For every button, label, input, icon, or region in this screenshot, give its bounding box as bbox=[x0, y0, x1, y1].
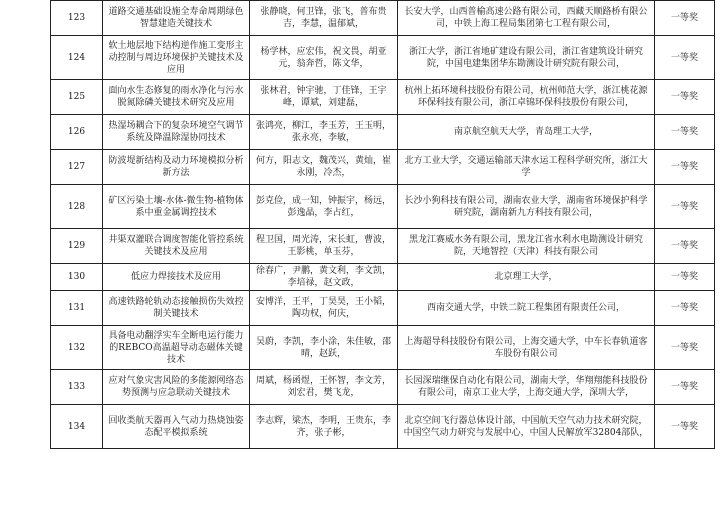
row-number: 130 bbox=[51, 264, 103, 291]
participants: 周斌，杨函煜，王怀智，李文芳，刘宏君，樊飞龙， bbox=[250, 370, 398, 405]
row-number: 128 bbox=[51, 185, 103, 229]
project-name: 矿区污染土壤-水体-微生物-植物体系中重金属调控技术 bbox=[103, 185, 250, 229]
organizations: 上海超导科技股份有限公司，上海交通大学，中车长春轨道客车股份有限公司 bbox=[398, 326, 655, 370]
row-number: 133 bbox=[51, 370, 103, 405]
award-level: 一等奖 bbox=[655, 185, 715, 229]
table-row bbox=[51, 80, 715, 115]
table-row bbox=[51, 264, 715, 291]
project-name: 软土地层地下结构逆作施工变形主动控制与周边环境保护关键技术及应用 bbox=[103, 36, 250, 80]
participants: 张静晓，何卫锋，张飞，普布贵吉，李慧，温郁斌， bbox=[250, 1, 398, 36]
organizations: 南京航空航天大学，青岛理工大学， bbox=[398, 115, 655, 150]
organizations: 北方工业大学，交通运输部天津水运工程科学研究所，浙江大学 bbox=[398, 150, 655, 185]
row-number: 129 bbox=[51, 229, 103, 264]
organizations: 北京空间飞行器总体设计部，中国航天空气动力技术研究院，中国空气动力研究与发展中心，中国人民解放军32804部队， bbox=[398, 405, 655, 449]
award-level: 一等奖 bbox=[655, 264, 715, 291]
table-row bbox=[51, 405, 715, 449]
organizations: 西南交通大学，中铁二院工程集团有限责任公司， bbox=[398, 291, 655, 326]
project-name: 应对气象灾害风险的多能源网络态势预测与应急联动关键技术 bbox=[103, 370, 250, 405]
project-name: 回收类航天器再入气动力热烧蚀姿态配平模拟系统 bbox=[103, 405, 250, 449]
organizations: 长沙小狗科技有限公司，湖南农业大学，湖南省环境保护科学研究院，湖南新九方科技有限公司， bbox=[398, 185, 655, 229]
project-name: 面向水生态修复的雨水净化与污水脱氮除磷关键技术研究及应用 bbox=[103, 80, 250, 115]
participants: 吴蔚，李凯，李小涂，朱佳敏，邵晴，赵跃， bbox=[250, 326, 398, 370]
award-level: 一等奖 bbox=[655, 291, 715, 326]
project-name: 道路交通基础设施全寿命周期绿色智慧建造关键技术 bbox=[103, 1, 250, 36]
participants: 张鸿亮，柳江，李玉芳，王玉明，张永亮，李敏， bbox=[250, 115, 398, 150]
table-row bbox=[51, 229, 715, 264]
participants: 程卫国，周光涛，宋长虹，曹波，王影桃，单玉芬， bbox=[250, 229, 398, 264]
organizations: 浙江大学，浙江省地矿建设有限公司，浙江省建筑设计研究院，中国电建集团华东勘测设计研究院有限公司， bbox=[398, 36, 655, 80]
table-row bbox=[51, 115, 715, 150]
table-row bbox=[51, 291, 715, 326]
organizations: 杭州上拓环境科技股份有限公司，杭州师范大学，浙江桃花源环保科技有限公司，浙江卓锦环保科技股份有限公司， bbox=[398, 80, 655, 115]
award-level: 一等奖 bbox=[655, 405, 715, 449]
table-row bbox=[51, 150, 715, 185]
participants: 安博洋，王平，丁昊昊，王小韬，陶功权，何庆， bbox=[250, 291, 398, 326]
project-name: 防波堤新结构及动力环境模拟分析新方法 bbox=[103, 150, 250, 185]
project-name: 热湿场耦合下的复杂环境空气调节系统及降温除湿协同技术 bbox=[103, 115, 250, 150]
table-row bbox=[51, 36, 715, 80]
table-row bbox=[51, 1, 715, 36]
row-number: 134 bbox=[51, 405, 103, 449]
award-table bbox=[50, 0, 715, 449]
organizations: 北京理工大学， bbox=[398, 264, 655, 291]
row-number: 126 bbox=[51, 115, 103, 150]
project-name: 低应力焊接技术及应用 bbox=[103, 264, 250, 291]
table-row bbox=[51, 370, 715, 405]
participants: 徐春广，尹鹏，黄文利，李文凯，李培禄，赵文政， bbox=[250, 264, 398, 291]
participants: 杨学林，应宏伟，祝文畏，胡亚元，翁奔哲，陈文华， bbox=[250, 36, 398, 80]
row-number: 125 bbox=[51, 80, 103, 115]
award-level: 一等奖 bbox=[655, 370, 715, 405]
row-number: 127 bbox=[51, 150, 103, 185]
table-row bbox=[51, 326, 715, 370]
participants: 彭克俭，成一知，钟振宇，杨远，彭逸晶，李占红， bbox=[250, 185, 398, 229]
project-name: 井渠双灌联合调度智能化管控系统关键技术及应用 bbox=[103, 229, 250, 264]
participants: 何方，阳志文，魏茂兴，黄灿，崔永刚，冷杰， bbox=[250, 150, 398, 185]
award-level: 一等奖 bbox=[655, 80, 715, 115]
award-level: 一等奖 bbox=[655, 36, 715, 80]
award-level: 一等奖 bbox=[655, 229, 715, 264]
table-row bbox=[51, 185, 715, 229]
award-level: 一等奖 bbox=[655, 115, 715, 150]
organizations: 黑龙江赛威水务有限公司，黑龙江省水利水电勘测设计研究院，天地智控（天津）科技有限公司 bbox=[398, 229, 655, 264]
organizations: 长安大学，山西普榆高速公路有限公司，西藏天顺路桥有限公司，中铁上海工程局集团第七工程有限公司， bbox=[398, 1, 655, 36]
row-number: 123 bbox=[51, 1, 103, 36]
project-name: 具备电动翻浮实车全断电运行能力的REBCO高温超导动态磁体关键技术 bbox=[103, 326, 250, 370]
row-number: 131 bbox=[51, 291, 103, 326]
award-level: 一等奖 bbox=[655, 150, 715, 185]
row-number: 124 bbox=[51, 36, 103, 80]
award-level: 一等奖 bbox=[655, 1, 715, 36]
project-name: 高速铁路轮轨动态接触损伤失效控制关键技术 bbox=[103, 291, 250, 326]
participants: 张林君，钟宇驰，丁佳锋，王宇峰，谭斌，刘建磊， bbox=[250, 80, 398, 115]
participants: 李志辉，梁杰，李明，王贵东，李齐，张子彬， bbox=[250, 405, 398, 449]
row-number: 132 bbox=[51, 326, 103, 370]
award-level: 一等奖 bbox=[655, 326, 715, 370]
organizations: 长园深瑞继保自动化有限公司，湖南大学，华翔翔能科技股份有限公司，南京工业大学，上海交通大学，深圳大学， bbox=[398, 370, 655, 405]
